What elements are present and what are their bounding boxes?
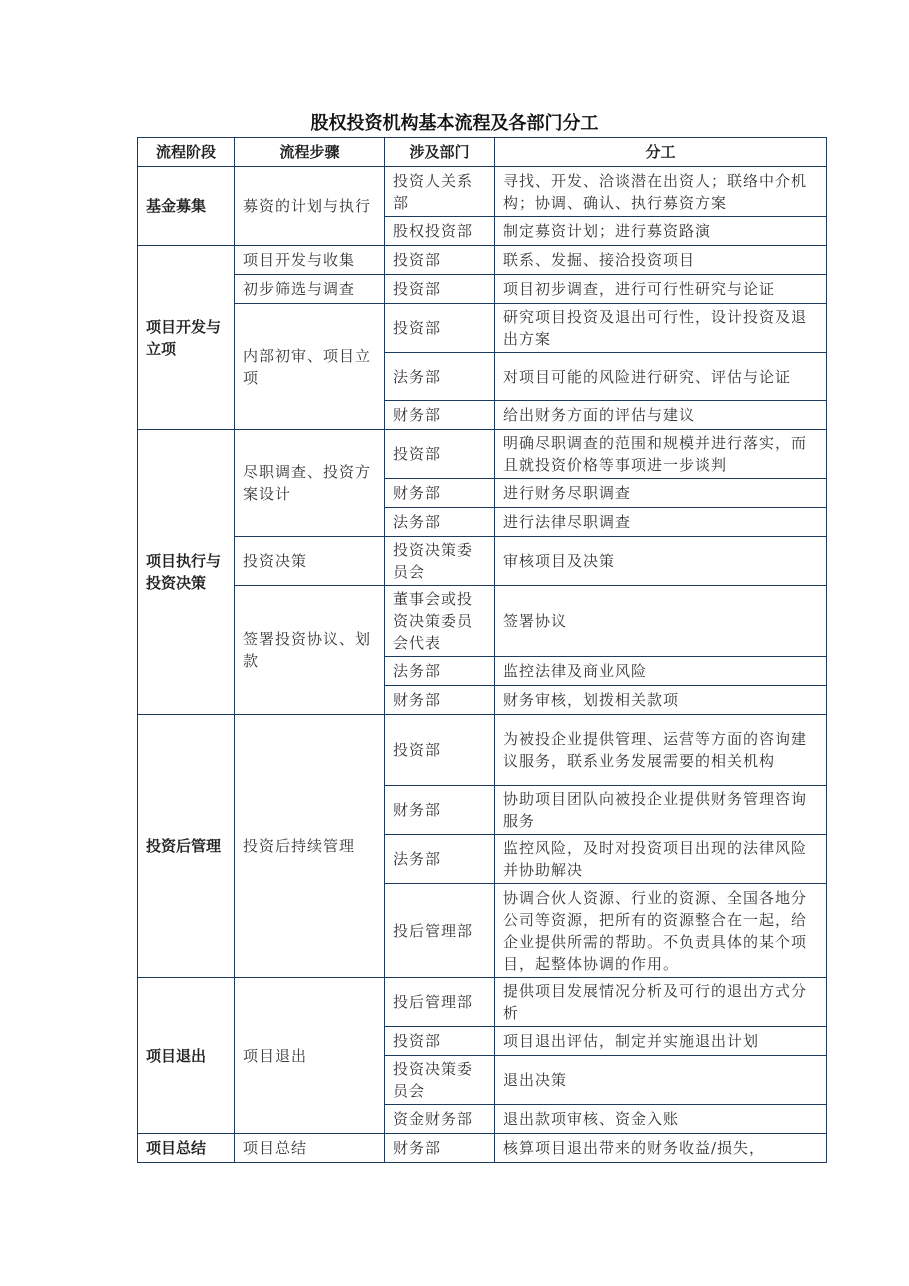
document-title: 股权投资机构基本流程及各部门分工 (310, 113, 599, 134)
stage-cell: 项目执行与投资决策 (138, 430, 235, 715)
step-cell: 投资决策 (235, 537, 385, 586)
duty-cell: 提供项目发展情况分析及可行的退出方式分析 (495, 978, 827, 1027)
duty-cell: 项目退出评估，制定并实施退出计划 (495, 1027, 827, 1056)
table-header-row (138, 138, 827, 167)
table-row (138, 304, 827, 353)
duty-cell: 监控风险，及时对投资项目出现的法律风险并协助解决 (495, 835, 827, 884)
duty-cell: 协调合伙人资源、行业的资源、全国各地分公司等资源，把所有的资源整合在一起，给企业提供所需的帮助。不负责具体的某个项目，起整体协调的作用。 (495, 884, 827, 978)
duty-cell: 对项目可能的风险进行研究、评估与论证 (495, 353, 827, 401)
duty-cell: 退出决策 (495, 1056, 827, 1105)
step-cell: 内部初审、项目立项 (235, 304, 385, 430)
table-row (138, 715, 827, 786)
duty-cell: 项目初步调查，进行可行性研究与论证 (495, 275, 827, 304)
department-cell: 投资人关系部 (385, 167, 495, 217)
department-cell: 投资决策委员会 (385, 537, 495, 586)
department-cell: 法务部 (385, 657, 495, 686)
stage-cell: 基金募集 (138, 167, 235, 246)
duty-cell: 进行法律尽职调查 (495, 508, 827, 537)
duty-cell: 退出款项审核、资金入账 (495, 1105, 827, 1134)
department-cell: 投资部 (385, 1027, 495, 1056)
step-cell: 尽职调查、投资方案设计 (235, 430, 385, 537)
duty-cell: 监控法律及商业风险 (495, 657, 827, 686)
department-cell: 财务部 (385, 686, 495, 715)
header-step: 流程步骤 (235, 138, 385, 167)
stage-cell: 投资后管理 (138, 715, 235, 978)
table-body (138, 167, 827, 1163)
stage-cell: 项目总结 (138, 1134, 235, 1163)
duty-cell: 签署协议 (495, 586, 827, 657)
department-cell: 投资决策委员会 (385, 1056, 495, 1105)
department-cell: 投资部 (385, 304, 495, 353)
department-cell: 投资部 (385, 715, 495, 786)
table-row (138, 586, 827, 657)
department-cell: 投资部 (385, 430, 495, 479)
duty-cell: 进行财务尽职调查 (495, 479, 827, 508)
department-cell: 财务部 (385, 479, 495, 508)
department-cell: 股权投资部 (385, 217, 495, 246)
table-row (138, 1134, 827, 1163)
duty-cell: 核算项目退出带来的财务收益/损失， (495, 1134, 827, 1163)
department-cell: 投后管理部 (385, 978, 495, 1027)
table-row (138, 275, 827, 304)
table-row (138, 537, 827, 586)
stage-cell: 项目开发与立项 (138, 246, 235, 430)
step-cell: 项目开发与收集 (235, 246, 385, 275)
header-stage: 流程阶段 (138, 138, 235, 167)
header-dept: 涉及部门 (385, 138, 495, 167)
table-row (138, 978, 827, 1027)
duty-cell: 联系、发掘、接洽投资项目 (495, 246, 827, 275)
duty-cell: 审核项目及决策 (495, 537, 827, 586)
table-row (138, 167, 827, 217)
duty-cell: 制定募资计划；进行募资路演 (495, 217, 827, 246)
table-row (138, 246, 827, 275)
department-cell: 投后管理部 (385, 884, 495, 978)
header-duty: 分工 (495, 138, 827, 167)
duty-cell: 财务审核，划拨相关款项 (495, 686, 827, 715)
step-cell: 募资的计划与执行 (235, 167, 385, 246)
duty-cell: 明确尽职调查的范围和规模并进行落实，而且就投资价格等事项进一步谈判 (495, 430, 827, 479)
department-cell: 法务部 (385, 508, 495, 537)
step-cell: 初步筛选与调查 (235, 275, 385, 304)
stage-cell: 项目退出 (138, 978, 235, 1134)
department-cell: 财务部 (385, 1134, 495, 1163)
department-cell: 法务部 (385, 353, 495, 401)
table-row (138, 430, 827, 479)
department-cell: 法务部 (385, 835, 495, 884)
department-cell: 财务部 (385, 786, 495, 835)
step-cell: 签署投资协议、划款 (235, 586, 385, 715)
duty-cell: 寻找、开发、洽谈潜在出资人；联络中介机构；协调、确认、执行募资方案 (495, 167, 827, 217)
step-cell: 投资后持续管理 (235, 715, 385, 978)
duty-cell: 研究项目投资及退出可行性，设计投资及退出方案 (495, 304, 827, 353)
duty-cell: 协助项目团队向被投企业提供财务管理咨询服务 (495, 786, 827, 835)
department-cell: 资金财务部 (385, 1105, 495, 1134)
process-table (137, 137, 827, 1163)
department-cell: 投资部 (385, 275, 495, 304)
department-cell: 投资部 (385, 246, 495, 275)
duty-cell: 给出财务方面的评估与建议 (495, 401, 827, 430)
department-cell: 董事会或投资决策委员会代表 (385, 586, 495, 657)
duty-cell: 为被投企业提供管理、运营等方面的咨询建议服务，联系业务发展需要的相关机构 (495, 715, 827, 786)
department-cell: 财务部 (385, 401, 495, 430)
step-cell: 项目总结 (235, 1134, 385, 1163)
step-cell: 项目退出 (235, 978, 385, 1134)
